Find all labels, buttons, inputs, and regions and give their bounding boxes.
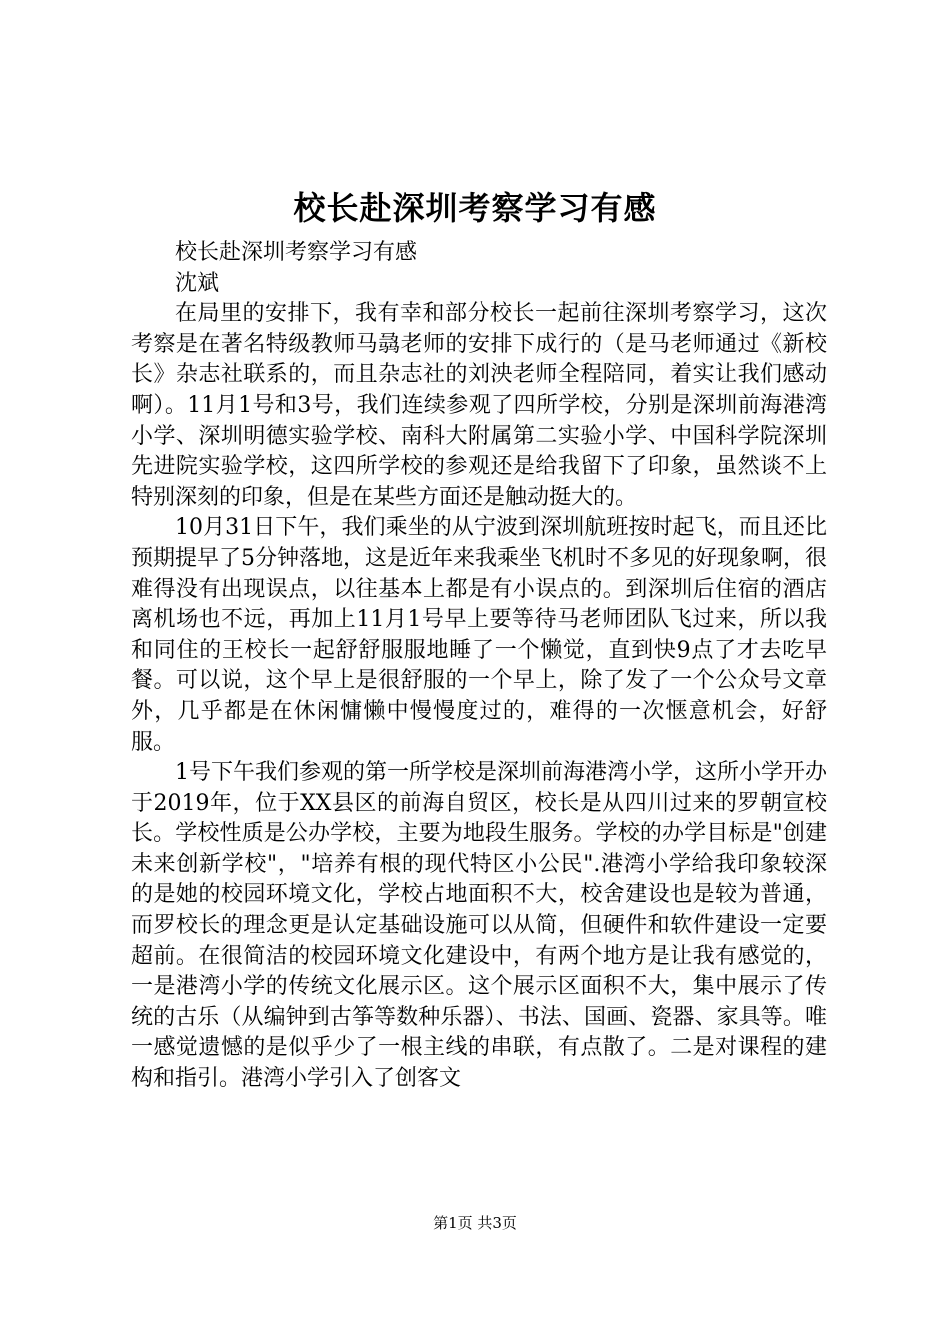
- paragraph-first-school: 1号下午我们参观的第一所学校是深圳前海港湾小学，这所小学开办于2019年，位于XX县区的前海自贸区，校长是从四川过来的罗朝宣校长。学校性质是公办学校，主要为地段生服务。学校的办学目标是"创建未来创新学校"，"培养有根的现代特区小公民".港湾小学给我印象较深的是她的校园环境文化，学校占地面积不大，校舍建设也是较为普通，而罗校长的理念更是认定基础设施可以从简，但硬件和软件建设一定要超前。在很简洁的校园环境文化建设中，有两个地方是让我有感觉的，一是港湾小学的传统文化展示区。这个展示区面积不大，集中展示了传统的古乐（从编钟到古筝等数种乐器）、书法、国画、瓷器、家具等。唯一感觉遗憾的是似乎少了一根主线的串联，有点散了。二是对课程的建构和指引。港湾小学引入了创客文: [131, 760, 827, 1092]
- paragraph-intro: 在局里的安排下，我有幸和部分校长一起前往深圳考察学习，这次考察是在著名特级教师马骉老师的安排下成行的（是马老师通过《新校长》杂志社联系的，而且杂志社的刘泱老师全程陪同，着实让我们感动啊）。11月1号和3号，我们连续参观了四所学校，分别是深圳前海港湾小学、深圳明德实验学校、南科大附属第二实验小学、中国科学院深圳先进院实验学校，这四所学校的参观还是给我留下了印象，虽然谈不上特别深刻的印象，但是在某些方面还是触动挺大的。: [131, 301, 827, 510]
- paragraph-subtitle: 校长赴深圳考察学习有感: [175, 240, 418, 265]
- paragraph-arrival: 10月31日下午，我们乘坐的从宁波到深圳航班按时起飞，而且还比预期提早了5分钟落地，这是近年来我乘坐飞机时不多见的好现象啊，很难得没有出现误点，以往基本上都是有小误点的。到深圳后住宿的酒店离机场也不远，再加上11月1号早上要等待马老师团队飞过来，所以我和同住的王校长一起舒舒服服地睡了一个懒觉，直到快9点了才去吃早餐。可以说，这个早上是很舒服的一个早上，除了发了一个公众号文章外，几乎都是在休闲慵懒中慢慢度过的，难得的一次惬意机会，好舒服。: [131, 515, 827, 755]
- page-footer: 第1页 共3页: [433, 1214, 517, 1232]
- document-title: 校长赴深圳考察学习有感: [293, 189, 657, 227]
- document-body: [131, 238, 827, 1095]
- paragraph-author: 沈斌: [175, 270, 220, 296]
